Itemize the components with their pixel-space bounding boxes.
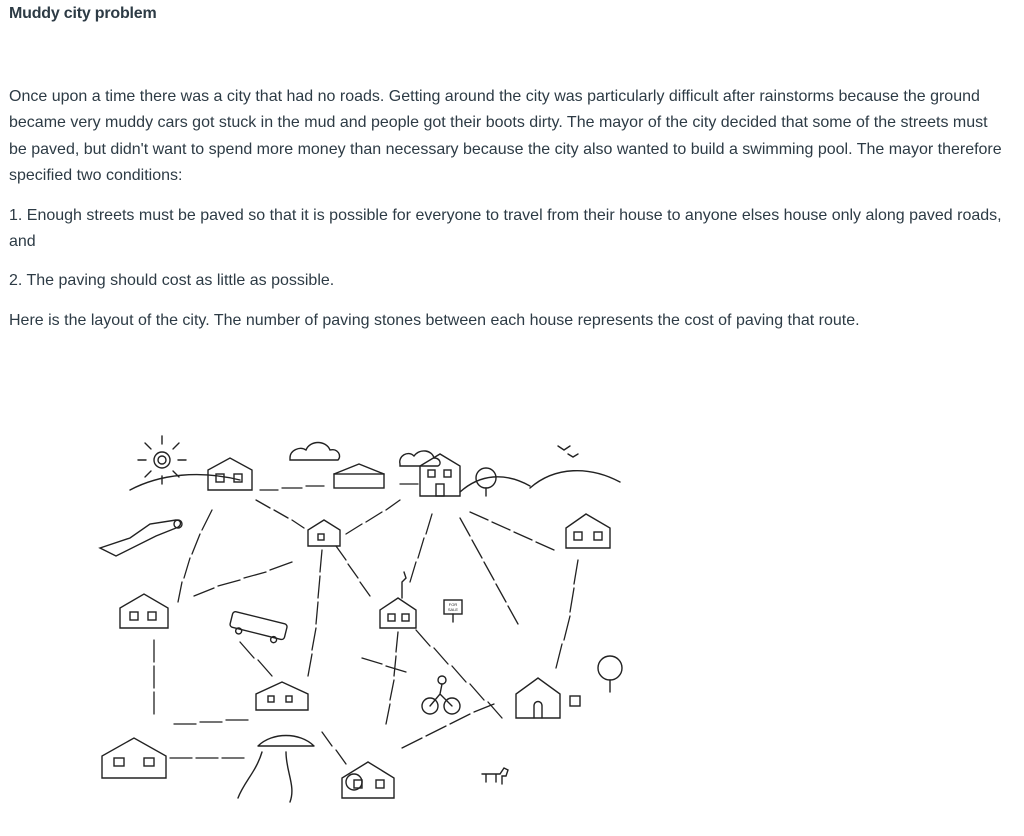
house-left [120, 594, 168, 628]
page-title: Muddy city problem [9, 5, 157, 22]
sun-icon [138, 436, 186, 484]
river [238, 752, 292, 802]
house-center [308, 520, 340, 546]
bus-icon [228, 611, 287, 645]
intro-paragraph: Once upon a time there was a city that had no roads. Getting around the city was particularly difficult after rainstorms because the ground became very muddy cars got stuck in the mud and people got their boots dirty. The mayor of the city decided that some of the streets must be paved, but didn't want to spend more money than necessary because the city also wanted to build a swimming pool. The mayor therefore specified two conditions: [9, 88, 1002, 185]
house-bottom-left [102, 738, 166, 778]
layout-paragraph: Here is the layout of the city. The number of paving stones between each house represents the cost of paving that route. [9, 311, 860, 329]
tree-icon [476, 468, 496, 496]
cloud-icon [290, 443, 340, 461]
bicycle-icon [422, 676, 460, 714]
house-bottom-right [516, 678, 580, 718]
paving-stones [154, 484, 578, 764]
condition-2-paragraph: 2. The paving should cost as little as possible. [9, 272, 335, 290]
house-bottom [342, 762, 394, 798]
article-body [9, 84, 1009, 347]
house-bottom-center [256, 682, 308, 710]
house-top-center [334, 464, 384, 488]
cloud-icon [400, 451, 440, 466]
house-right [566, 514, 610, 548]
svg-text:FOR: FOR [448, 602, 458, 607]
birds-icon [558, 446, 578, 457]
airplane-icon [100, 520, 182, 556]
condition-1-paragraph: 1. Enough streets must be paved so that it is possible for everyone to travel from their house to anyone elses house only along paved roads, and [9, 206, 1002, 251]
svg-text:SALE: SALE [447, 607, 459, 612]
for-sale-sign [444, 600, 462, 622]
muddy-city-map [90, 418, 670, 818]
horse-icon [482, 768, 508, 784]
house-top-left [208, 458, 252, 490]
bridge [258, 736, 314, 747]
tree-icon [598, 656, 622, 692]
